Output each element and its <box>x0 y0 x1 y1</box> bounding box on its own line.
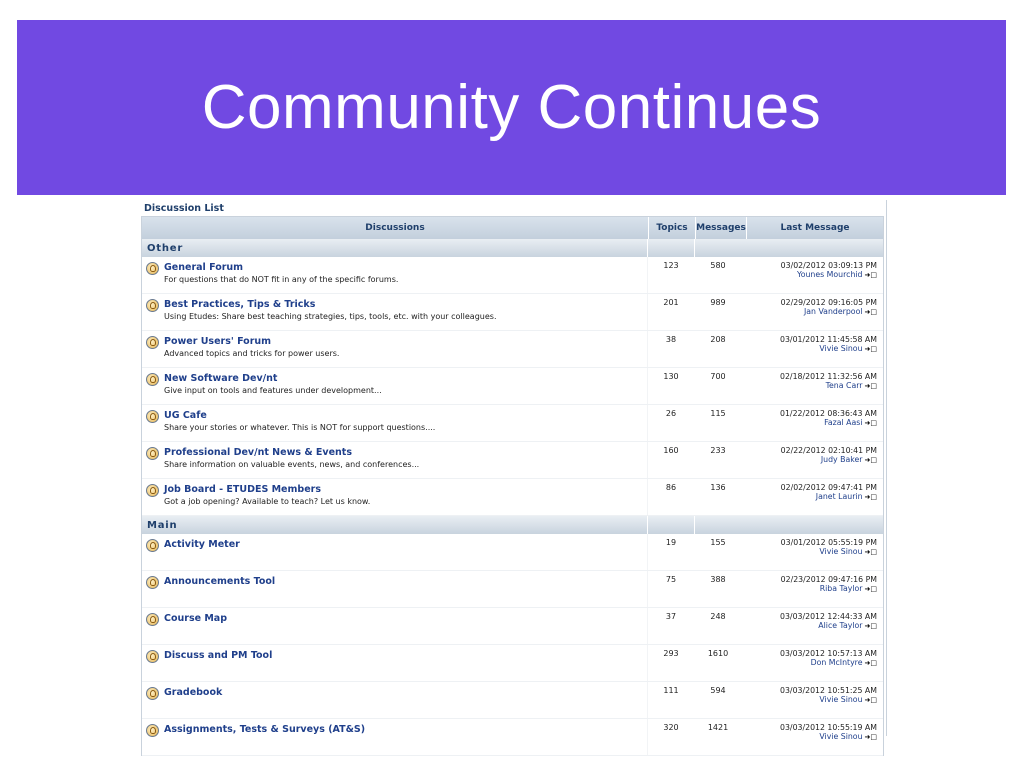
go-to-last-message-icon[interactable]: ➜□ <box>864 585 877 593</box>
last-message-user-line <box>804 307 877 317</box>
forum-link[interactable]: Announcements Tool <box>164 576 276 587</box>
last-message-user[interactable]: Vivie Sinou <box>819 344 863 353</box>
last-message-user[interactable]: Vivie Sinou <box>819 695 863 704</box>
messages-count: 700 <box>710 372 726 381</box>
last-message-cell <box>742 719 883 755</box>
go-to-last-message-icon[interactable]: ➜□ <box>864 308 877 316</box>
go-to-last-message-icon[interactable]: ➜□ <box>864 456 877 464</box>
col-messages: Messages <box>696 217 747 239</box>
forum-row <box>142 645 883 682</box>
go-to-last-message-icon[interactable]: ➜□ <box>864 733 877 741</box>
last-message-user-line <box>797 270 877 280</box>
last-message-user-line <box>819 547 877 557</box>
last-message-date: 02/23/2012 09:47:16 PM <box>780 575 877 584</box>
section-header-main <box>142 516 883 534</box>
last-message-user-line <box>816 492 877 502</box>
last-message-cell <box>742 571 883 607</box>
forum-description: Give input on tools and features under development... <box>164 386 382 395</box>
topics-count: 75 <box>665 575 677 584</box>
forum-description: Share your stories or whatever. This is NOT for support questions.... <box>164 423 436 432</box>
forum-cell <box>142 682 648 718</box>
forum-description: Share information on valuable events, news, and conferences... <box>164 460 420 469</box>
forum-cell <box>142 257 648 293</box>
discussion-table <box>141 216 884 756</box>
last-message-cell <box>742 257 883 293</box>
col-topics: Topics <box>649 217 696 239</box>
forum-link[interactable]: Best Practices, Tips & Tricks <box>164 299 316 310</box>
go-to-last-message-icon[interactable]: ➜□ <box>864 419 877 427</box>
forum-info <box>164 687 222 699</box>
last-message-user[interactable]: Riba Taylor <box>819 584 863 593</box>
forum-cell <box>142 608 648 644</box>
section-spacer <box>648 239 695 257</box>
topics-count: 201 <box>663 298 679 307</box>
last-message-cell <box>742 294 883 330</box>
topics-count: 26 <box>665 409 677 418</box>
messages-count: 388 <box>710 575 726 584</box>
messages-count: 208 <box>710 335 726 344</box>
messages-count: 594 <box>710 686 726 695</box>
last-message-user[interactable]: Vivie Sinou <box>819 547 863 556</box>
forum-row <box>142 571 883 608</box>
last-message-date: 03/03/2012 10:57:13 AM <box>780 649 877 658</box>
forum-info <box>164 576 275 588</box>
messages-count: 115 <box>710 409 726 418</box>
last-message-cell <box>742 534 883 570</box>
topics-count: 111 <box>663 686 679 695</box>
last-message-user[interactable]: Fazal Aasi <box>824 418 863 427</box>
last-message-user-line <box>819 695 877 705</box>
last-message-user[interactable]: Alice Taylor <box>818 621 863 630</box>
forum-cell <box>142 405 648 441</box>
forum-link[interactable]: Activity Meter <box>164 539 240 550</box>
forum-row <box>142 719 883 756</box>
forum-sections <box>142 239 883 756</box>
last-message-cell <box>742 645 883 681</box>
forum-screenshot <box>139 200 887 741</box>
last-message-date: 01/22/2012 08:36:43 AM <box>780 409 877 418</box>
forum-link[interactable]: Professional Dev/nt News & Events <box>164 447 352 458</box>
last-message-user-line <box>824 418 877 428</box>
last-message-date: 02/29/2012 09:16:05 PM <box>780 298 877 307</box>
last-message-user-line <box>820 584 877 594</box>
last-message-cell <box>742 405 883 441</box>
forum-row <box>142 294 883 331</box>
go-to-last-message-icon[interactable]: ➜□ <box>864 345 877 353</box>
forum-link[interactable]: Course Map <box>164 613 228 624</box>
last-message-user-line <box>818 621 877 631</box>
forum-link[interactable]: Gradebook <box>164 687 223 698</box>
forum-row <box>142 405 883 442</box>
topics-count: 320 <box>663 723 679 732</box>
last-message-cell <box>742 479 883 515</box>
section-spacer <box>648 516 695 534</box>
forum-link[interactable]: Job Board - ETUDES Members <box>164 484 321 495</box>
messages-count: 233 <box>710 446 726 455</box>
forum-cell <box>142 571 648 607</box>
col-discussions: Discussions <box>142 217 649 239</box>
forum-row <box>142 331 883 368</box>
forum-folder-icon[interactable] <box>146 410 159 423</box>
last-message-cell <box>742 608 883 644</box>
slide-banner <box>17 20 1006 195</box>
last-message-user[interactable]: Jan Vanderpool <box>803 307 863 316</box>
slide-title: Community Continues <box>201 73 822 142</box>
messages-count: 1421 <box>707 723 729 732</box>
table-header <box>142 217 883 239</box>
topics-count: 38 <box>665 335 677 344</box>
last-message-date: 03/03/2012 10:55:19 AM <box>780 723 877 732</box>
last-message-date: 03/02/2012 03:09:13 PM <box>780 261 877 270</box>
forum-description: For questions that do NOT fit in any of the specific forums. <box>164 275 399 284</box>
last-message-cell <box>742 682 883 718</box>
go-to-last-message-icon[interactable]: ➜□ <box>864 696 877 704</box>
forum-info <box>164 410 435 434</box>
go-to-last-message-icon[interactable]: ➜□ <box>864 548 877 556</box>
forum-row <box>142 608 883 645</box>
forum-info <box>164 299 496 323</box>
last-message-date: 02/22/2012 02:10:41 PM <box>780 446 877 455</box>
topics-count: 86 <box>665 483 677 492</box>
last-message-user[interactable]: Janet Laurin <box>815 492 863 501</box>
last-message-user[interactable]: Younes Mourchid <box>796 270 863 279</box>
forum-info <box>164 724 365 736</box>
last-message-user-line <box>821 455 877 465</box>
section-spacer <box>695 516 883 534</box>
last-message-date: 02/18/2012 11:32:56 AM <box>780 372 877 381</box>
last-message-user[interactable]: Don McIntyre <box>810 658 863 667</box>
go-to-last-message-icon[interactable]: ➜□ <box>864 382 877 390</box>
last-message-cell <box>742 442 883 478</box>
forum-folder-icon[interactable] <box>146 613 159 626</box>
forum-info <box>164 447 419 471</box>
topics-count: 130 <box>663 372 679 381</box>
forum-row <box>142 682 883 719</box>
forum-description: Advanced topics and tricks for power users. <box>164 349 340 358</box>
forum-folder-icon[interactable] <box>146 576 159 589</box>
forum-info <box>164 262 398 286</box>
topics-count: 293 <box>663 649 679 658</box>
topics-count: 123 <box>663 261 679 270</box>
forum-folder-icon[interactable] <box>146 687 159 700</box>
forum-link[interactable]: General Forum <box>164 262 244 273</box>
section-title: Main <box>142 516 648 534</box>
forum-description: Got a job opening? Available to teach? Let us know. <box>164 497 371 506</box>
forum-cell <box>142 294 648 330</box>
forum-folder-icon[interactable] <box>146 262 159 275</box>
last-message-user[interactable]: Judy Baker <box>820 455 863 464</box>
last-message-user-line <box>811 658 877 668</box>
forum-cell <box>142 719 648 755</box>
last-message-cell <box>742 368 883 404</box>
last-message-date: 02/02/2012 09:47:41 PM <box>780 483 877 492</box>
go-to-last-message-icon[interactable]: ➜□ <box>864 493 877 501</box>
last-message-date: 03/03/2012 10:51:25 AM <box>780 686 877 695</box>
forum-info <box>164 613 227 625</box>
messages-count: 155 <box>710 538 726 547</box>
messages-count: 248 <box>710 612 726 621</box>
forum-row <box>142 368 883 405</box>
last-message-user[interactable]: Vivie Sinou <box>819 732 863 741</box>
messages-count: 136 <box>710 483 726 492</box>
last-message-user-line <box>819 732 877 742</box>
messages-count: 580 <box>710 261 726 270</box>
topics-count: 19 <box>665 538 677 547</box>
section-spacer <box>695 239 883 257</box>
forum-folder-icon[interactable] <box>146 299 159 312</box>
topics-count: 160 <box>663 446 679 455</box>
forum-info <box>164 539 240 551</box>
last-message-date: 03/01/2012 05:55:19 PM <box>780 538 877 547</box>
last-message-date: 03/01/2012 11:45:58 AM <box>780 335 877 344</box>
forum-folder-icon[interactable] <box>146 373 159 386</box>
messages-count: 1610 <box>707 649 729 658</box>
forum-info <box>164 484 370 508</box>
forum-link[interactable]: New Software Dev/nt <box>164 373 278 384</box>
forum-link[interactable]: Assignments, Tests & Surveys (AT&S) <box>164 724 366 735</box>
forum-row <box>142 534 883 571</box>
last-message-user-line <box>826 381 877 391</box>
last-message-user[interactable]: Tena Carr <box>825 381 863 390</box>
forum-link[interactable]: Power Users' Forum <box>164 336 272 347</box>
forum-cell <box>142 368 648 404</box>
forum-folder-icon[interactable] <box>146 484 159 497</box>
last-message-date: 03/03/2012 12:44:33 AM <box>780 612 877 621</box>
go-to-last-message-icon[interactable]: ➜□ <box>864 659 877 667</box>
forum-folder-icon[interactable] <box>146 336 159 349</box>
discussion-list-title: Discussion List <box>144 203 224 214</box>
forum-cell <box>142 331 648 367</box>
forum-info <box>164 373 382 397</box>
last-message-user-line <box>819 344 877 354</box>
forum-info <box>164 650 272 662</box>
last-message-cell <box>742 331 883 367</box>
forum-folder-icon[interactable] <box>146 447 159 460</box>
forum-row <box>142 479 883 516</box>
forum-link[interactable]: UG Cafe <box>164 410 207 421</box>
messages-count: 989 <box>710 298 726 307</box>
col-last-message: Last Message <box>780 223 850 233</box>
topics-count: 37 <box>665 612 677 621</box>
forum-folder-icon[interactable] <box>146 650 159 663</box>
forum-description: Using Etudes: Share best teaching strategies, tips, tools, etc. with your colleagues. <box>164 312 497 321</box>
forum-cell <box>142 645 648 681</box>
forum-folder-icon[interactable] <box>146 724 159 737</box>
forum-cell <box>142 442 648 478</box>
go-to-last-message-icon[interactable]: ➜□ <box>864 622 877 630</box>
section-title: Other <box>142 239 648 257</box>
forum-cell <box>142 479 648 515</box>
section-header-other <box>142 239 883 257</box>
forum-cell <box>142 534 648 570</box>
forum-folder-icon[interactable] <box>146 539 159 552</box>
forum-row <box>142 442 883 479</box>
go-to-last-message-icon[interactable]: ➜□ <box>864 271 877 279</box>
forum-link[interactable]: Discuss and PM Tool <box>164 650 273 661</box>
forum-info <box>164 336 339 360</box>
forum-row <box>142 257 883 294</box>
